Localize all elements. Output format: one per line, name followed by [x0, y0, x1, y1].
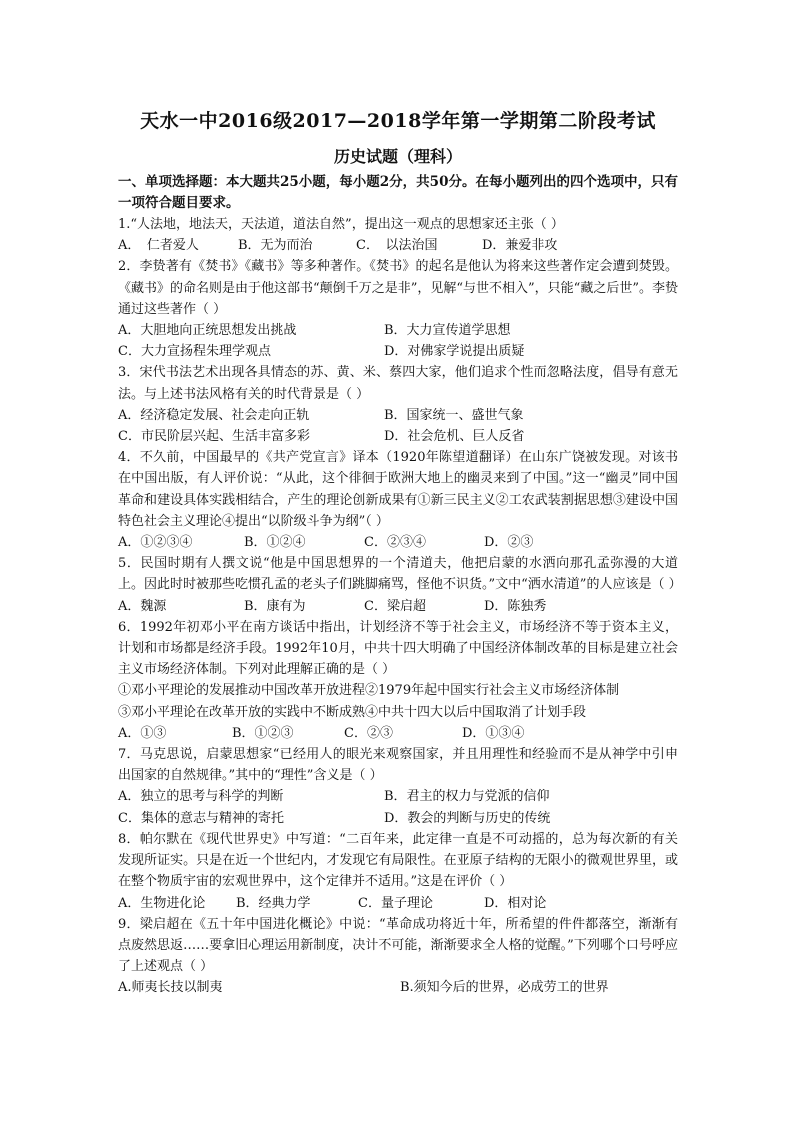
options-row [118, 426, 678, 447]
options-row [118, 786, 678, 807]
question-stem: 3．宋代书法艺术出现各具情态的苏、黄、米、蔡四大家，他们追求个性而忽略法度，倡导有意无法。与上述书法风格有关的时代背景是（ ） [118, 365, 678, 402]
option-a: A．魏源 [118, 598, 167, 614]
option-a: A.师夷长技以制夷 [118, 980, 223, 996]
options-row [118, 235, 678, 256]
question-3 [118, 362, 678, 447]
question-stem: 2．李贽著有《焚书》《藏书》等多种著作。《焚书》的起名是他认为将来这些著作定会遭到焚毁。《藏书》的命名则是由于他这部书“颠倒千万之是非”，见解“与世不相入”，只能“藏之后世”。李贽通过这些著作（ ） [118, 259, 678, 317]
options-row [118, 320, 678, 341]
section-heading: 一、单项选择题：本大题共25小题，每小题2分，共50分。在每小题列出的四个选项中，只有一项符合题目要求。 [118, 174, 678, 211]
question-stem: 7．马克思说，启蒙思想家“已经用人的眼光来观察国家，并且用理性和经验而不是从神学中引申出国家的自然规律。”其中的“理性”含义是（ ） [118, 747, 678, 784]
question-4 [118, 447, 678, 553]
option-d: D．陈独秀 [484, 598, 547, 614]
question-8 [118, 829, 678, 914]
option-c: C． 以法治国 [356, 238, 438, 254]
option-b: B．①②③ [232, 725, 294, 741]
options-row [118, 596, 678, 617]
option-c: C．梁启超 [364, 598, 426, 614]
question-7 [118, 744, 678, 829]
option-a: A．经济稳定发展、社会走向正轨 [118, 407, 310, 423]
question-1 [118, 214, 678, 256]
exam-page [118, 104, 682, 999]
option-c: C．市民阶层兴起、生活丰富多彩 [118, 429, 310, 445]
question-5 [118, 553, 682, 617]
option-c: C．量子理论 [358, 895, 433, 911]
option-d: D．①③④ [462, 725, 525, 741]
option-b: B．康有为 [244, 598, 306, 614]
option-a: A．大胆地向正统思想发出挑战 [118, 323, 297, 339]
question-stem: 1.“人法地，地法天，天法道，道法自然”，提出这一观点的思想家还主张（ ） [118, 217, 564, 232]
option-d: D．相对论 [484, 895, 547, 911]
question-stem: 6．1992年初邓小平在南方谈话中指出，计划经济不等于社会主义，市场经济不等于资本主义，计划和市场都是经济手段。1992年10月，中共十四大明确了中国经济体制改革的目标是建立社会主义市场经济体制。下列对此理解正确的是（ ） [118, 619, 678, 678]
options-row [118, 808, 678, 829]
options-row [118, 723, 678, 744]
option-d: D．兼爱非攻 [482, 238, 558, 254]
option-a: A．生物进化论 [118, 895, 206, 911]
exam-title: 天水一中2016级2017—2018学年第一学期第二阶段考试 [140, 110, 656, 132]
option-d: D．教会的判断与历史的传统 [384, 810, 551, 826]
question-stem: 5．民国时期有人撰文说“他是中国思想界的一个清道夫，他把启蒙的水洒向那孔孟弥漫的大道上。因此时时被那些吃惯孔孟的老头子们跳脚痛骂，怪他不识货。”文中“洒水清道”的人应该是（ ） [118, 556, 682, 593]
option-b: B．君主的权力与党派的信仰 [384, 789, 550, 805]
option-b: B．经典力学 [236, 895, 311, 911]
question-9 [118, 914, 678, 999]
option-d: D．对佛家学说提出质疑 [384, 344, 525, 360]
option-d: D．社会危机、巨人反省 [384, 429, 525, 445]
option-b: B．①②④ [244, 535, 306, 551]
options-row [118, 532, 678, 553]
option-b: B．大力宣传道学思想 [384, 323, 511, 339]
option-c: C．②③④ [364, 535, 426, 551]
question-stem: 4．不久前，中国最早的《共产党宣言》译本（1920年陈望道翻译）在山东广饶被发现。对该书在中国出版，有人评价说：“从此，这个徘徊于欧洲大地上的幽灵来到了中国。”这一“幽灵”同中国革命和建设具体实践相结合，产生的理论创新成果有①新三民主义②工农武装割据思想③建设中国特色社会主义理论④提出“以阶级斗争为纲”（ ） [118, 450, 678, 529]
option-c: C．集体的意志与精神的寄托 [118, 810, 284, 826]
options-row [118, 977, 678, 998]
option-a: A．独立的思考与科学的判断 [118, 789, 284, 805]
question-2 [118, 256, 678, 362]
question-stem: 8．帕尔默在《现代世界史》中写道：“二百年来，此定律一直是不可动摇的，总为每次新的有关发现所证实。只是在近一个世纪内，才发现它有局限性。在亚原子结构的无限小的微观世界里，或在整个物质宇宙的宏观世界中，这个定律并不适用。”这是在评价（ ） [118, 831, 678, 890]
option-b: B．无为而治 [238, 238, 313, 254]
option-c: C．大力宣扬程朱理学观点 [118, 344, 271, 360]
statement-line: ①邓小平理论的发展推动中国改革开放进程②1979年起中国实行社会主义市场经济体制 [118, 683, 620, 699]
options-row [118, 405, 678, 426]
statement-line: ③邓小平理论在改革开放的实践中不断成熟④中共十四大以后中国取消了计划手段 [118, 704, 587, 720]
question-6 [118, 617, 678, 744]
option-d: D．②③ [484, 535, 534, 551]
option-c: C．②③ [344, 725, 393, 741]
option-b: B.须知今后的世界，必成劳工的世界 [400, 980, 609, 996]
exam-subtitle: 历史试题（理科） [333, 147, 462, 166]
question-stem: 9．梁启超在《五十年中国进化概论》中说：“革命成功将近十年，所希望的件件都落空，渐渐有点废然思返……要拿旧心理运用新制度，决计不可能，渐渐要求全人格的觉醒。”下列哪个口号呼应了上述观点（ ） [118, 916, 678, 975]
option-b: B．国家统一、盛世气象 [384, 407, 524, 423]
option-a: A．①②③④ [118, 535, 193, 551]
option-a: A．①③ [118, 725, 167, 741]
options-row [118, 893, 678, 914]
option-a: A． 仁者爱人 [118, 238, 199, 254]
options-row [118, 341, 678, 362]
